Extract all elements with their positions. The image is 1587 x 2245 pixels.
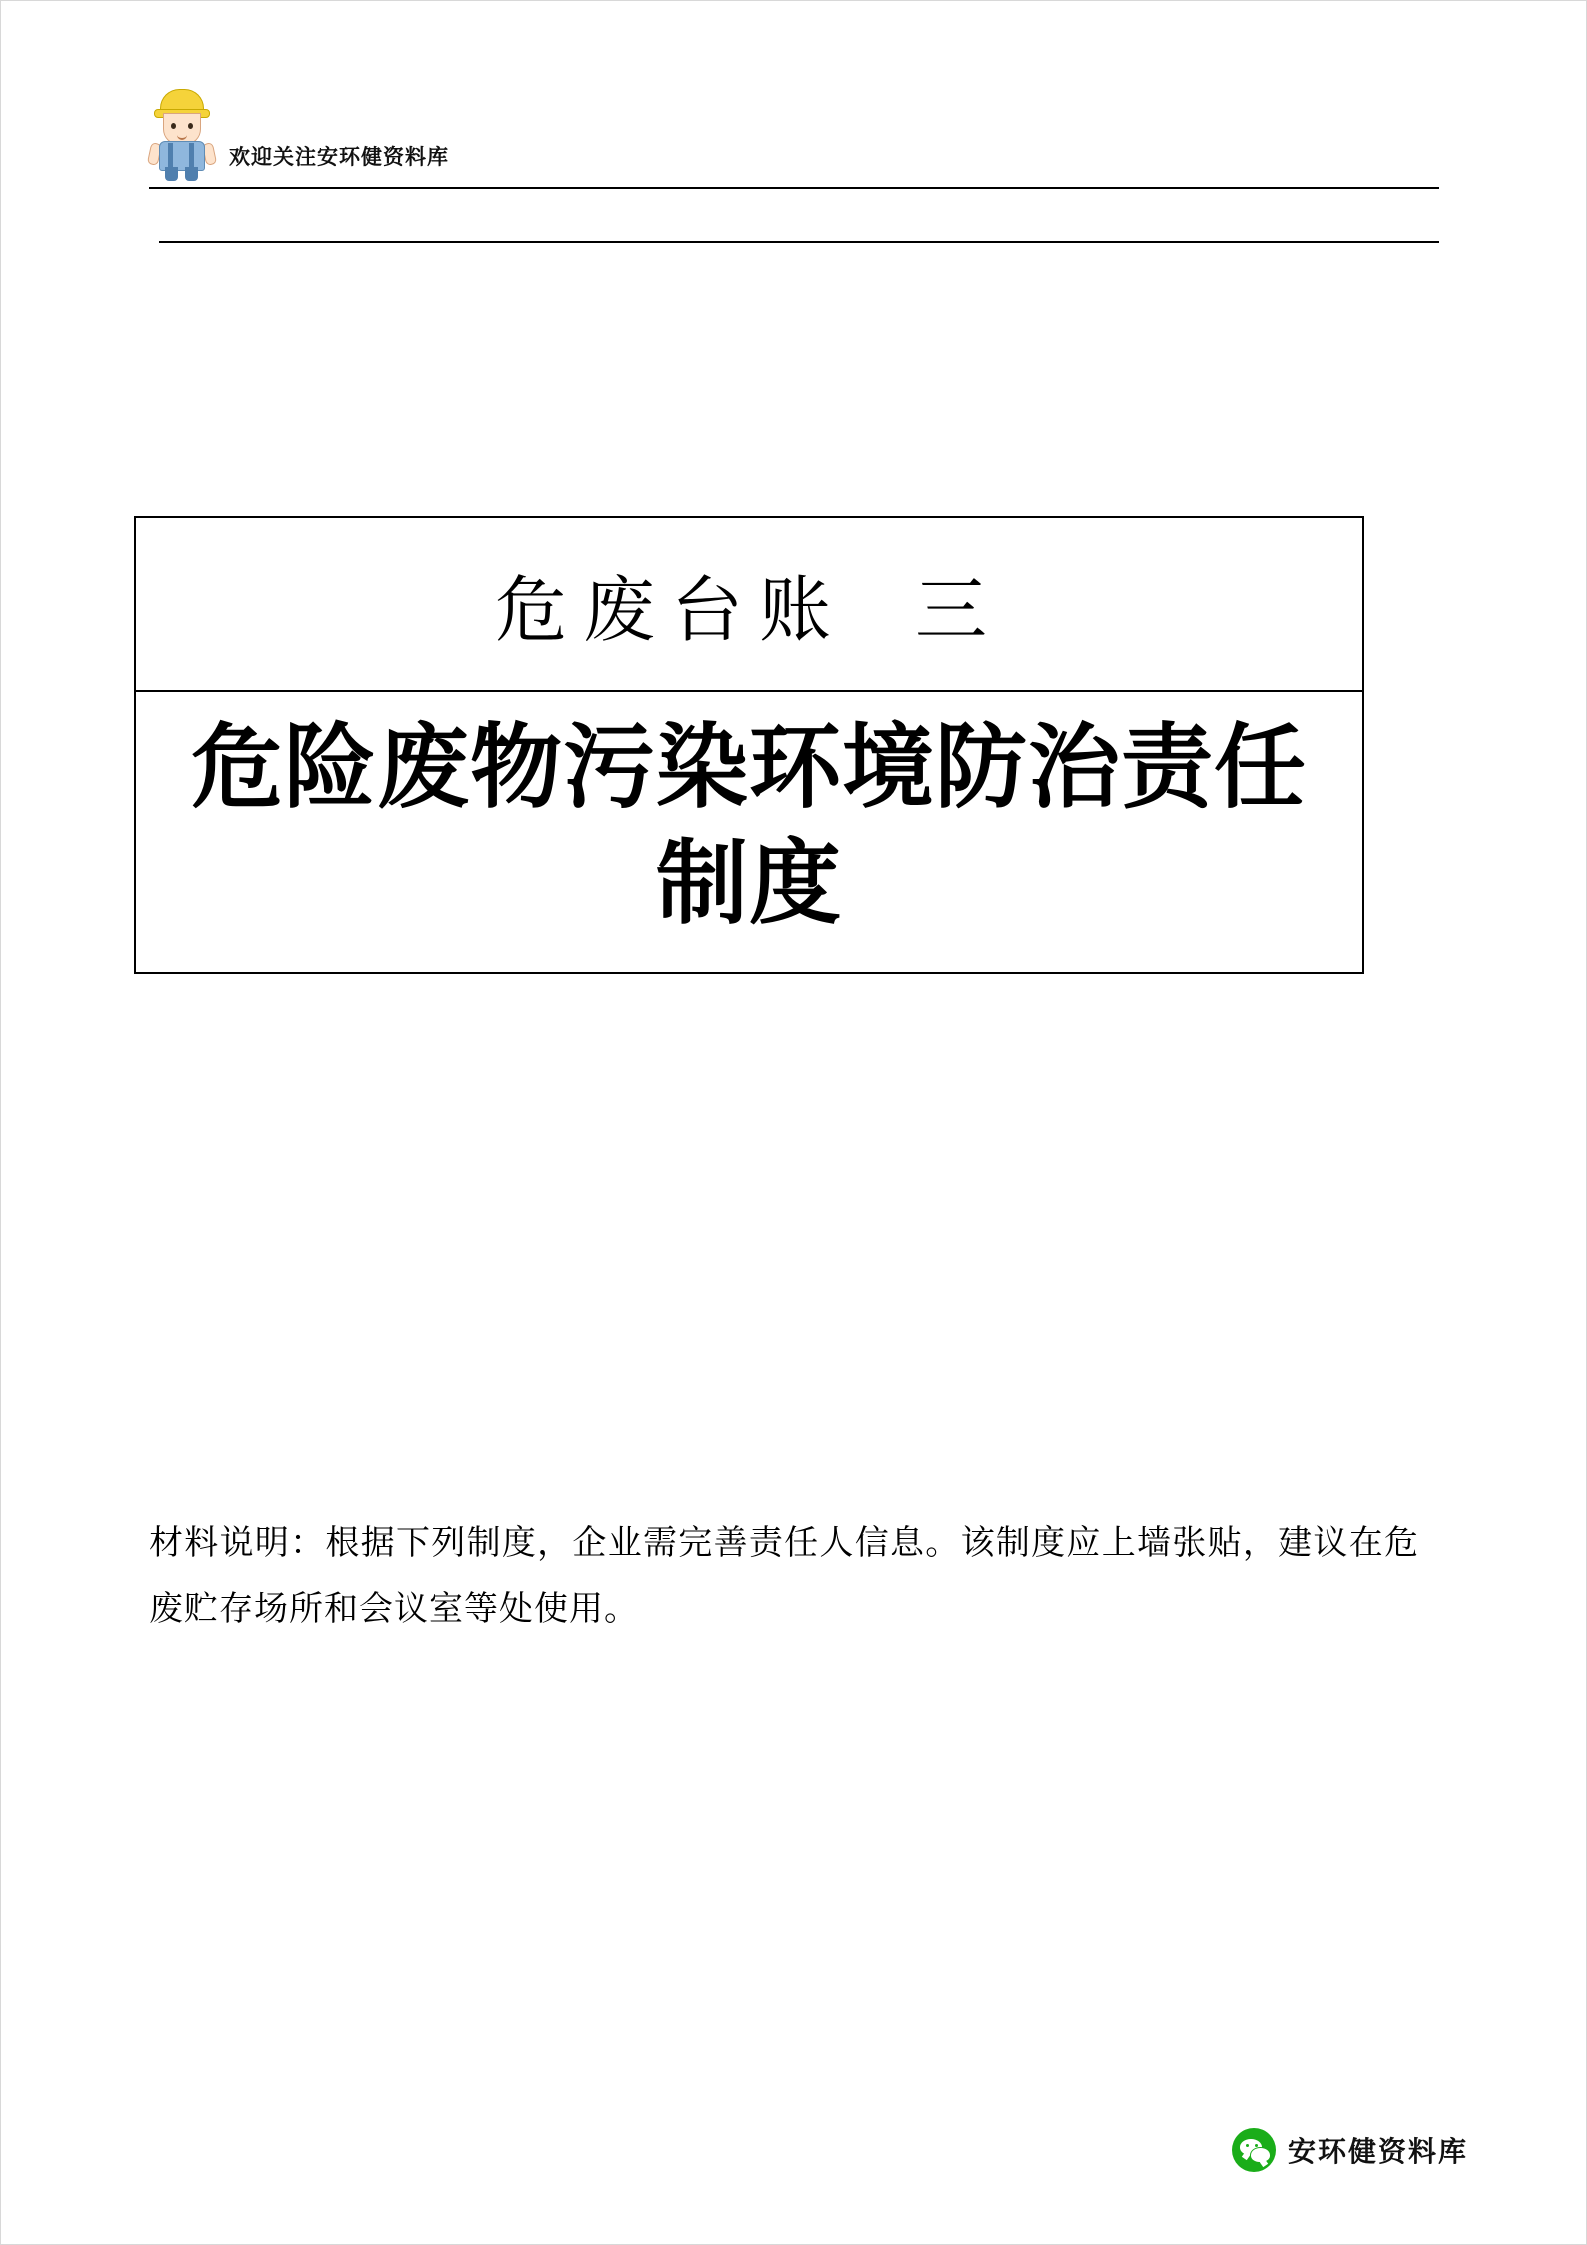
material-note: 材料说明：根据下列制度，企业需完善责任人信息。该制度应上墙张贴，建议在危废贮存场所和会议室等处使用。 (149, 1525, 1419, 1629)
title-main-row (136, 692, 1362, 972)
header-brand-label: 欢迎关注安环健资料库 (229, 145, 449, 169)
header-divider-bottom (159, 241, 1439, 243)
page-title: 危险废物污染环境防治责任制度 (190, 714, 1307, 937)
wechat-icon (1232, 2128, 1276, 2172)
title-block (134, 516, 1364, 974)
header-divider-top (149, 187, 1439, 189)
page-header (149, 81, 1439, 211)
footer-brand-badge (1232, 2128, 1468, 2172)
title-subtitle-row (136, 518, 1362, 692)
footer-brand-label: 安环健资料库 (1287, 2135, 1468, 2168)
header-brand (149, 81, 1439, 181)
worker-mascot-icon (149, 85, 215, 181)
ledger-subtitle: 危废台账 三 (494, 571, 1003, 651)
